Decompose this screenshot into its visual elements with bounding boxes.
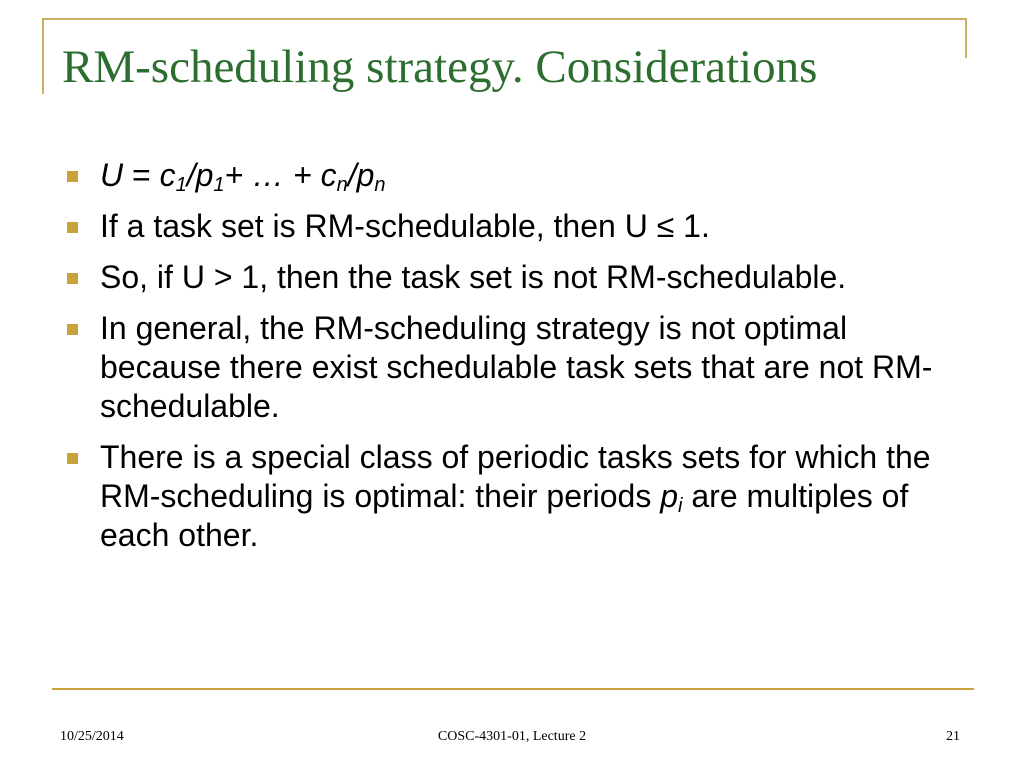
frame-line-left <box>42 18 44 94</box>
bullet-text: If a task set is RM-schedulable, then U ≤ 1. <box>100 208 710 244</box>
formula-pn-sub: n <box>374 174 386 196</box>
bullet-square-icon <box>67 273 78 284</box>
bullet-text-after: are multiples of each other. <box>100 478 909 553</box>
footer-course: COSC-4301-01, Lecture 2 <box>437 729 587 744</box>
bullet-text: In general, the RM-scheduling strategy is not optimal because there exist schedulable task sets that are not RM-schedulable. <box>100 310 933 424</box>
slide-title: RM-scheduling strategy. Considerations <box>62 41 818 93</box>
formula-cn-sub: n <box>336 174 348 196</box>
bullet-item <box>64 438 964 555</box>
bullet-formula <box>64 156 964 195</box>
footer-divider <box>52 688 974 690</box>
formula-c1: c <box>159 157 176 193</box>
footer-page-number: 21 <box>946 729 960 744</box>
bullet-square-icon <box>67 222 78 233</box>
period-var-sub: i <box>678 495 683 517</box>
formula-pn: p <box>356 157 375 193</box>
bullet-item <box>64 309 964 426</box>
formula-mid: + … + <box>224 157 321 193</box>
bullet-square-icon <box>67 171 78 182</box>
formula-cn: c <box>320 157 337 193</box>
formula-p1: p <box>195 157 214 193</box>
formula-p1-sub: 1 <box>213 174 225 196</box>
formula-slash2: / <box>347 157 357 193</box>
formula-eq: = <box>123 157 160 193</box>
bullet-item <box>64 207 964 246</box>
bullet-square-icon <box>67 453 78 464</box>
footer-date: 10/25/2014 <box>60 729 124 744</box>
bullet-square-icon <box>67 324 78 335</box>
formula-u: U <box>100 157 124 193</box>
bullet-list <box>64 156 964 567</box>
formula-c1-sub: 1 <box>175 174 187 196</box>
frame-line-top <box>42 18 967 20</box>
formula-slash1: / <box>186 157 196 193</box>
bullet-text-before: There is a special class of periodic tasks sets for which the RM-scheduling is optimal: their periods <box>100 439 931 514</box>
bullet-item <box>64 258 964 297</box>
bullet-text: So, if U > 1, then the task set is not RM-schedulable. <box>100 259 847 295</box>
period-var: p <box>660 478 679 514</box>
